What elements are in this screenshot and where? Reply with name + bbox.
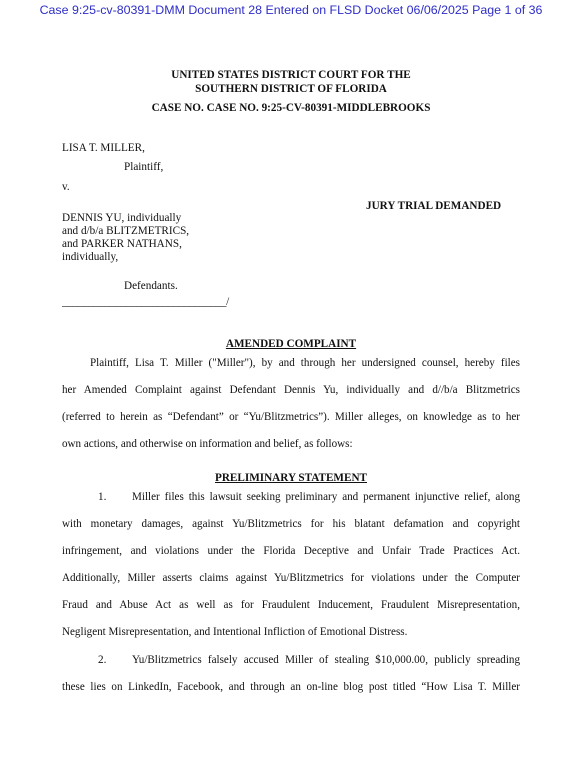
plaintiff-name: LISA T. MILLER, (62, 142, 145, 154)
paragraph-line: Negligent Misrepresentation, and Intentional Infliction of Emotional Distress. (62, 626, 408, 638)
paragraph-line: with monetary damages, against Yu/Blitzmetrics for his blatant defamation and copyright (62, 518, 520, 530)
defendant-line: and PARKER NATHANS, (62, 238, 182, 250)
plaintiff-role: Plaintiff, (124, 161, 164, 173)
docket-header-stamp: Case 9:25-cv-80391-DMM Document 28 Entered on FLSD Docket 06/06/2025 Page 1 of 36 (39, 3, 543, 17)
paragraph-line: Yu/Blitzmetrics falsely accused Miller of stealing $10,000.00, publicly spreading (132, 654, 520, 666)
intro-line: (referred to herein as “Defendant” or “Yu/Blitzmetrics”). Miller alleges, on knowledge as to her (62, 411, 520, 423)
defendant-line: and d/b/a BLITZMETRICS, (62, 225, 190, 237)
jury-demand: JURY TRIAL DEMANDED (366, 200, 502, 212)
intro-line: Plaintiff, Lisa T. Miller ("Miller"), by and through her undersigned counsel, hereby files (90, 357, 520, 369)
defendants-role: Defendants. (124, 280, 178, 292)
intro-line: own actions, and otherwise on information and belief, as follows: (62, 438, 353, 450)
versus: v. (62, 181, 70, 193)
caption-signature-line: _______________________________/ (62, 296, 229, 308)
document-title: AMENDED COMPLAINT (225, 338, 357, 350)
paragraph-line: infringement, and violations under the Florida Deceptive and Unfair Trade Practices Act. (62, 545, 520, 557)
paragraph-line: Additionally, Miller asserts claims against Yu/Blitzmetrics for violations under the Computer (62, 572, 520, 584)
paragraph-line: Miller files this lawsuit seeking preliminary and permanent injunctive relief, along (132, 491, 520, 503)
court-name-line1: UNITED STATES DISTRICT COURT FOR THE (171, 69, 411, 81)
court-name-line2: SOUTHERN DISTRICT OF FLORIDA (195, 83, 387, 95)
defendant-line: individually, (62, 251, 119, 263)
intro-line: her Amended Complaint against Defendant Dennis Yu, individually and d//b/a Blitzmetrics (62, 384, 520, 396)
defendant-line: DENNIS YU, individually (62, 212, 182, 224)
case-number: CASE NO. CASE NO. 9:25-CV-80391-MIDDLEBROOKS (151, 102, 431, 114)
paragraph-number: 2. (98, 654, 107, 666)
section-heading: PRELIMINARY STATEMENT (215, 472, 367, 484)
paragraph-number: 1. (98, 491, 107, 503)
paragraph-line: Fraud and Abuse Act as well as for Fraudulent Inducement, Fraudulent Misrepresentation, (62, 599, 520, 611)
paragraph-line: these lies on LinkedIn, Facebook, and through an on-line blog post titled “How Lisa T. Miller (62, 681, 520, 693)
